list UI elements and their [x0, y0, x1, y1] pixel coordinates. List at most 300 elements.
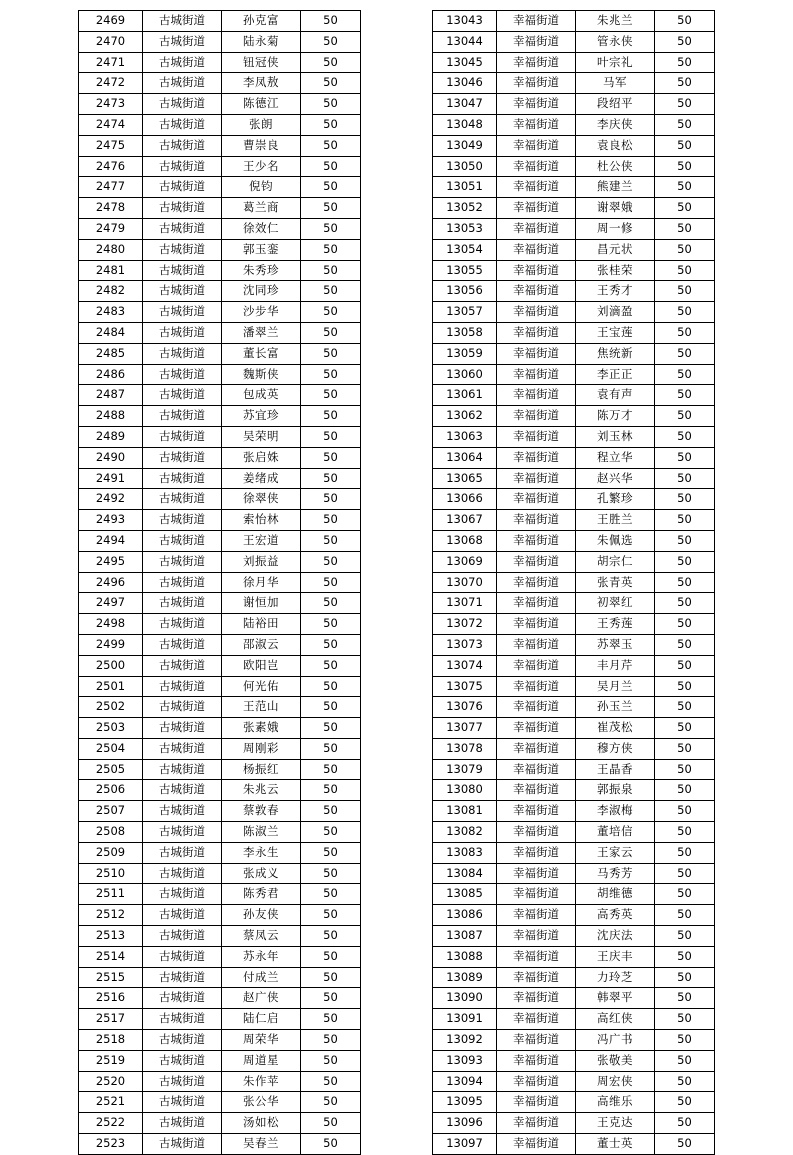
- cell-value: 50: [301, 1050, 361, 1071]
- cell-id: 2475: [79, 135, 143, 156]
- cell-id: 2477: [79, 177, 143, 198]
- table-row: [433, 759, 715, 780]
- cell-value: 50: [655, 593, 715, 614]
- cell-area: 幸福街道: [497, 655, 576, 676]
- cell-id: 13044: [433, 31, 497, 52]
- cell-value: 50: [301, 468, 361, 489]
- cell-area: 幸福街道: [497, 218, 576, 239]
- cell-id: 2510: [79, 863, 143, 884]
- table-row: [79, 447, 361, 468]
- cell-id: 2500: [79, 655, 143, 676]
- cell-name: 王晶香: [576, 759, 655, 780]
- cell-id: 13089: [433, 967, 497, 988]
- table-row: [433, 239, 715, 260]
- table-row: [79, 406, 361, 427]
- cell-id: 2505: [79, 759, 143, 780]
- cell-name: 汤如松: [222, 1113, 301, 1134]
- table-row: [433, 905, 715, 926]
- cell-value: 50: [655, 842, 715, 863]
- cell-value: 50: [655, 239, 715, 260]
- table-row: [79, 198, 361, 219]
- cell-name: 周道星: [222, 1050, 301, 1071]
- table-row: [79, 1071, 361, 1092]
- cell-value: 50: [655, 634, 715, 655]
- cell-id: 2497: [79, 593, 143, 614]
- cell-value: 50: [301, 718, 361, 739]
- cell-id: 2469: [79, 11, 143, 32]
- cell-value: 50: [301, 634, 361, 655]
- table-row: [433, 1092, 715, 1113]
- cell-area: 幸福街道: [497, 94, 576, 115]
- table-row: [433, 260, 715, 281]
- table-row: [79, 489, 361, 510]
- cell-id: 13052: [433, 198, 497, 219]
- cell-name: 陆仁启: [222, 1009, 301, 1030]
- cell-area: 幸福街道: [497, 988, 576, 1009]
- table-row: [79, 364, 361, 385]
- cell-id: 13063: [433, 426, 497, 447]
- cell-id: 2516: [79, 988, 143, 1009]
- cell-name: 朱秀珍: [222, 260, 301, 281]
- table-row: [79, 468, 361, 489]
- cell-value: 50: [301, 510, 361, 531]
- cell-area: 古城街道: [143, 676, 222, 697]
- cell-value: 50: [301, 884, 361, 905]
- table-row: [79, 614, 361, 635]
- cell-name: 王胜兰: [576, 510, 655, 531]
- cell-area: 古城街道: [143, 551, 222, 572]
- cell-area: 古城街道: [143, 218, 222, 239]
- cell-id: 2473: [79, 94, 143, 115]
- cell-area: 古城街道: [143, 634, 222, 655]
- cell-id: 13086: [433, 905, 497, 926]
- cell-value: 50: [655, 343, 715, 364]
- cell-area: 幸福街道: [497, 281, 576, 302]
- cell-area: 古城街道: [143, 801, 222, 822]
- cell-area: 幸福街道: [497, 156, 576, 177]
- cell-name: 朱兆兰: [576, 11, 655, 32]
- cell-value: 50: [301, 822, 361, 843]
- two-column-layout: [0, 10, 793, 1155]
- cell-value: 50: [301, 302, 361, 323]
- cell-name: 孙玉兰: [576, 697, 655, 718]
- cell-area: 古城街道: [143, 177, 222, 198]
- cell-area: 幸福街道: [497, 385, 576, 406]
- table-row: [79, 530, 361, 551]
- cell-id: 13092: [433, 1030, 497, 1051]
- cell-name: 郭振泉: [576, 780, 655, 801]
- cell-name: 朱佩选: [576, 530, 655, 551]
- table-row: [79, 94, 361, 115]
- cell-area: 古城街道: [143, 780, 222, 801]
- cell-id: 13046: [433, 73, 497, 94]
- cell-id: 2484: [79, 322, 143, 343]
- cell-name: 刘滴盈: [576, 302, 655, 323]
- table-row: [79, 655, 361, 676]
- table-row: [79, 572, 361, 593]
- cell-area: 幸福街道: [497, 946, 576, 967]
- table-row: [79, 593, 361, 614]
- cell-name: 马秀芳: [576, 863, 655, 884]
- cell-name: 魏斯侠: [222, 364, 301, 385]
- cell-area: 幸福街道: [497, 135, 576, 156]
- cell-area: 古城街道: [143, 489, 222, 510]
- table-row: [79, 780, 361, 801]
- cell-value: 50: [301, 676, 361, 697]
- cell-id: 2491: [79, 468, 143, 489]
- cell-value: 50: [301, 1030, 361, 1051]
- cell-id: 13054: [433, 239, 497, 260]
- cell-name: 袁有声: [576, 385, 655, 406]
- cell-area: 古城街道: [143, 842, 222, 863]
- cell-value: 50: [301, 489, 361, 510]
- cell-id: 2488: [79, 406, 143, 427]
- cell-area: 古城街道: [143, 385, 222, 406]
- cell-name: 苏翠玉: [576, 634, 655, 655]
- cell-name: 陆永菊: [222, 31, 301, 52]
- cell-value: 50: [301, 614, 361, 635]
- cell-area: 幸福街道: [497, 322, 576, 343]
- cell-area: 幸福街道: [497, 530, 576, 551]
- table-row: [79, 905, 361, 926]
- cell-id: 13090: [433, 988, 497, 1009]
- roster-table-right: [432, 10, 715, 1155]
- cell-id: 13082: [433, 822, 497, 843]
- cell-value: 50: [655, 31, 715, 52]
- cell-name: 李正正: [576, 364, 655, 385]
- cell-name: 杨振红: [222, 759, 301, 780]
- cell-area: 古城街道: [143, 198, 222, 219]
- cell-value: 50: [655, 572, 715, 593]
- table-row: [79, 759, 361, 780]
- cell-value: 50: [301, 31, 361, 52]
- cell-value: 50: [301, 447, 361, 468]
- cell-name: 苏永年: [222, 946, 301, 967]
- cell-name: 潘翠兰: [222, 322, 301, 343]
- cell-value: 50: [301, 946, 361, 967]
- table-row: [79, 218, 361, 239]
- cell-value: 50: [301, 1092, 361, 1113]
- cell-area: 幸福街道: [497, 572, 576, 593]
- table-row: [433, 94, 715, 115]
- cell-id: 2493: [79, 510, 143, 531]
- cell-value: 50: [301, 926, 361, 947]
- cell-id: 13055: [433, 260, 497, 281]
- cell-value: 50: [655, 967, 715, 988]
- table-row: [79, 343, 361, 364]
- cell-value: 50: [655, 426, 715, 447]
- table-row: [433, 1050, 715, 1071]
- cell-value: 50: [301, 738, 361, 759]
- cell-area: 古城街道: [143, 239, 222, 260]
- cell-name: 朱兆云: [222, 780, 301, 801]
- cell-id: 13087: [433, 926, 497, 947]
- table-row: [79, 946, 361, 967]
- cell-area: 幸福街道: [497, 364, 576, 385]
- cell-value: 50: [655, 1009, 715, 1030]
- table-row: [433, 489, 715, 510]
- cell-id: 13049: [433, 135, 497, 156]
- cell-id: 13066: [433, 489, 497, 510]
- cell-id: 13047: [433, 94, 497, 115]
- cell-value: 50: [655, 988, 715, 1009]
- table-row: [433, 884, 715, 905]
- cell-id: 2471: [79, 52, 143, 73]
- cell-name: 赵兴华: [576, 468, 655, 489]
- cell-value: 50: [301, 385, 361, 406]
- cell-area: 古城街道: [143, 1092, 222, 1113]
- cell-id: 13081: [433, 801, 497, 822]
- cell-id: 2476: [79, 156, 143, 177]
- table-row: [433, 926, 715, 947]
- cell-id: 2478: [79, 198, 143, 219]
- cell-name: 胡维德: [576, 884, 655, 905]
- cell-name: 段绍平: [576, 94, 655, 115]
- cell-value: 50: [301, 343, 361, 364]
- cell-area: 幸福街道: [497, 676, 576, 697]
- table-row: [433, 135, 715, 156]
- cell-name: 张启姝: [222, 447, 301, 468]
- table-row: [433, 863, 715, 884]
- table-row: [433, 1009, 715, 1030]
- cell-area: 幸福街道: [497, 1071, 576, 1092]
- cell-id: 2481: [79, 260, 143, 281]
- table-row: [79, 822, 361, 843]
- table-row: [79, 926, 361, 947]
- cell-name: 王秀莲: [576, 614, 655, 635]
- cell-area: 古城街道: [143, 655, 222, 676]
- table-row: [433, 634, 715, 655]
- cell-area: 古城街道: [143, 447, 222, 468]
- cell-value: 50: [301, 198, 361, 219]
- table-row: [433, 988, 715, 1009]
- cell-name: 董士英: [576, 1134, 655, 1155]
- cell-value: 50: [655, 551, 715, 572]
- cell-id: 13072: [433, 614, 497, 635]
- cell-id: 2479: [79, 218, 143, 239]
- cell-id: 2521: [79, 1092, 143, 1113]
- roster-table-left: [78, 10, 361, 1155]
- cell-area: 幸福街道: [497, 302, 576, 323]
- cell-name: 苏宜珍: [222, 406, 301, 427]
- cell-area: 幸福街道: [497, 406, 576, 427]
- table-row: [433, 1134, 715, 1155]
- cell-value: 50: [301, 572, 361, 593]
- cell-area: 幸福街道: [497, 1050, 576, 1071]
- cell-value: 50: [655, 11, 715, 32]
- cell-value: 50: [655, 530, 715, 551]
- table-row: [79, 135, 361, 156]
- table-row: [433, 364, 715, 385]
- cell-name: 王宏道: [222, 530, 301, 551]
- cell-id: 13058: [433, 322, 497, 343]
- table-row: [433, 572, 715, 593]
- cell-area: 古城街道: [143, 1134, 222, 1155]
- cell-name: 王庆丰: [576, 946, 655, 967]
- cell-area: 幸福街道: [497, 884, 576, 905]
- cell-id: 13091: [433, 1009, 497, 1030]
- cell-area: 幸福街道: [497, 718, 576, 739]
- cell-area: 古城街道: [143, 967, 222, 988]
- cell-area: 幸福街道: [497, 780, 576, 801]
- cell-value: 50: [655, 1030, 715, 1051]
- cell-name: 李凤敖: [222, 73, 301, 94]
- table-row: [433, 31, 715, 52]
- cell-value: 50: [301, 177, 361, 198]
- table-row: [433, 842, 715, 863]
- table-row: [433, 198, 715, 219]
- cell-value: 50: [301, 135, 361, 156]
- cell-name: 周宏侠: [576, 1071, 655, 1092]
- cell-area: 幸福街道: [497, 468, 576, 489]
- cell-name: 李永生: [222, 842, 301, 863]
- cell-value: 50: [301, 842, 361, 863]
- cell-area: 幸福街道: [497, 73, 576, 94]
- cell-value: 50: [655, 156, 715, 177]
- cell-value: 50: [301, 1113, 361, 1134]
- cell-area: 古城街道: [143, 426, 222, 447]
- cell-name: 刘振益: [222, 551, 301, 572]
- cell-name: 董长富: [222, 343, 301, 364]
- cell-value: 50: [301, 593, 361, 614]
- cell-name: 吴月兰: [576, 676, 655, 697]
- cell-value: 50: [301, 11, 361, 32]
- cell-id: 13057: [433, 302, 497, 323]
- cell-id: 13075: [433, 676, 497, 697]
- table-row: [79, 1009, 361, 1030]
- cell-area: 古城街道: [143, 738, 222, 759]
- cell-area: 古城街道: [143, 905, 222, 926]
- cell-area: 幸福街道: [497, 614, 576, 635]
- table-row: [433, 218, 715, 239]
- cell-id: 13070: [433, 572, 497, 593]
- cell-name: 高红侠: [576, 1009, 655, 1030]
- cell-area: 幸福街道: [497, 31, 576, 52]
- cell-value: 50: [655, 281, 715, 302]
- cell-name: 谢恒加: [222, 593, 301, 614]
- cell-area: 古城街道: [143, 697, 222, 718]
- cell-name: 徐效仁: [222, 218, 301, 239]
- cell-id: 2489: [79, 426, 143, 447]
- cell-name: 刘玉林: [576, 426, 655, 447]
- cell-name: 朱作苹: [222, 1071, 301, 1092]
- cell-value: 50: [301, 551, 361, 572]
- cell-area: 古城街道: [143, 322, 222, 343]
- table-row: [79, 11, 361, 32]
- cell-area: 古城街道: [143, 593, 222, 614]
- cell-value: 50: [301, 73, 361, 94]
- cell-area: 幸福街道: [497, 489, 576, 510]
- cell-id: 2509: [79, 842, 143, 863]
- cell-area: 幸福街道: [497, 738, 576, 759]
- cell-area: 幸福街道: [497, 863, 576, 884]
- cell-area: 幸福街道: [497, 905, 576, 926]
- table-row: [433, 697, 715, 718]
- cell-value: 50: [301, 156, 361, 177]
- cell-id: 13060: [433, 364, 497, 385]
- cell-name: 昌元状: [576, 239, 655, 260]
- cell-id: 2502: [79, 697, 143, 718]
- table-row: [79, 385, 361, 406]
- cell-name: 张成义: [222, 863, 301, 884]
- cell-value: 50: [301, 1009, 361, 1030]
- cell-area: 古城街道: [143, 156, 222, 177]
- cell-name: 孙友侠: [222, 905, 301, 926]
- table-row: [79, 510, 361, 531]
- cell-value: 50: [655, 614, 715, 635]
- cell-value: 50: [301, 406, 361, 427]
- cell-name: 葛兰商: [222, 198, 301, 219]
- cell-id: 13059: [433, 343, 497, 364]
- cell-value: 50: [655, 135, 715, 156]
- cell-name: 冯广书: [576, 1030, 655, 1051]
- cell-name: 张朗: [222, 114, 301, 135]
- cell-area: 幸福街道: [497, 177, 576, 198]
- cell-name: 沈庆法: [576, 926, 655, 947]
- cell-value: 50: [655, 489, 715, 510]
- cell-value: 50: [655, 1092, 715, 1113]
- cell-value: 50: [301, 530, 361, 551]
- table-row: [433, 156, 715, 177]
- cell-name: 欧阳岂: [222, 655, 301, 676]
- cell-value: 50: [655, 1113, 715, 1134]
- cell-name: 王家云: [576, 842, 655, 863]
- cell-id: 2508: [79, 822, 143, 843]
- cell-value: 50: [301, 1071, 361, 1092]
- cell-value: 50: [655, 177, 715, 198]
- table-row: [433, 73, 715, 94]
- cell-name: 董培信: [576, 822, 655, 843]
- cell-value: 50: [655, 364, 715, 385]
- cell-area: 古城街道: [143, 1009, 222, 1030]
- cell-area: 古城街道: [143, 135, 222, 156]
- cell-area: 幸福街道: [497, 967, 576, 988]
- table-row: [79, 156, 361, 177]
- cell-id: 2501: [79, 676, 143, 697]
- cell-value: 50: [655, 780, 715, 801]
- cell-value: 50: [655, 302, 715, 323]
- cell-area: 古城街道: [143, 302, 222, 323]
- cell-id: 2487: [79, 385, 143, 406]
- cell-name: 张素娥: [222, 718, 301, 739]
- table-row: [433, 946, 715, 967]
- cell-name: 徐月华: [222, 572, 301, 593]
- cell-area: 幸福街道: [497, 926, 576, 947]
- cell-id: 13085: [433, 884, 497, 905]
- cell-id: 2503: [79, 718, 143, 739]
- cell-id: 2504: [79, 738, 143, 759]
- cell-value: 50: [655, 884, 715, 905]
- table-row: [433, 302, 715, 323]
- cell-name: 李庆侠: [576, 114, 655, 135]
- roster-table-left-body: [79, 11, 361, 1155]
- cell-name: 陈秀君: [222, 884, 301, 905]
- cell-value: 50: [655, 801, 715, 822]
- cell-value: 50: [301, 697, 361, 718]
- cell-name: 谢翠娥: [576, 198, 655, 219]
- cell-id: 2519: [79, 1050, 143, 1071]
- cell-value: 50: [655, 946, 715, 967]
- cell-name: 吴春兰: [222, 1134, 301, 1155]
- cell-value: 50: [655, 260, 715, 281]
- cell-id: 13094: [433, 1071, 497, 1092]
- cell-area: 幸福街道: [497, 1134, 576, 1155]
- cell-id: 2470: [79, 31, 143, 52]
- cell-id: 13043: [433, 11, 497, 32]
- table-row: [79, 114, 361, 135]
- table-row: [79, 1030, 361, 1051]
- cell-id: 2472: [79, 73, 143, 94]
